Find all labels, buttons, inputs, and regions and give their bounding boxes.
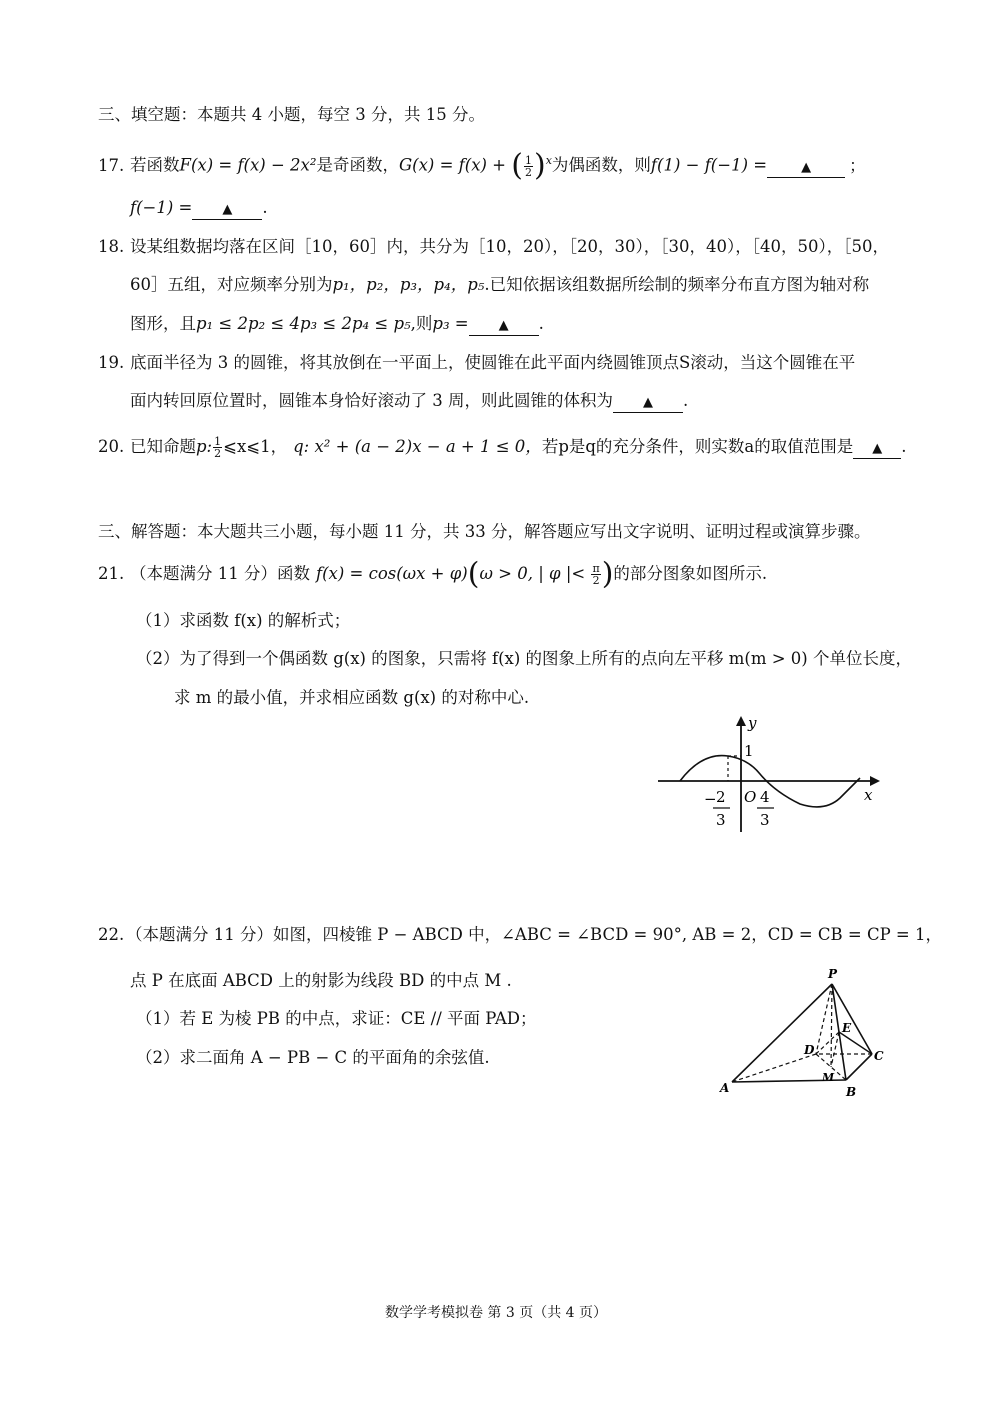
numerator: π [592,562,600,575]
text: （本题满分 11 分）函数 [130,564,310,583]
edge-BC [846,1054,872,1080]
edge-PA [732,984,832,1082]
question-19-line1 [98,350,900,376]
denominator: 2 [592,574,600,587]
answer-blank[interactable] [192,199,262,220]
math-expression: q: x² + (a − 2)x − a + 1 ≤ 0， [293,437,542,456]
fraction [591,563,600,586]
denominator: 2 [524,165,532,179]
text: 若p是q的充分条件，则实数a的取值范围是 [541,437,854,456]
math-expression: p: [196,437,213,456]
text: 图形，且 [130,314,196,333]
triangle-icon: ▲ [643,395,653,410]
text: 若函数 [130,155,180,175]
question-number: 22. [98,925,125,944]
section-header-fill: 三、填空题：本题共 4 小题，每空 3 分，共 15 分。 [98,105,485,124]
math-expression: p₃ = [432,314,469,333]
y-label: y [748,714,757,732]
paren: ) [533,148,546,183]
label-M: M [822,1071,835,1084]
question-17-line1 [98,148,900,183]
text: ⩽x⩽1， [223,437,288,456]
paren: ) [601,556,614,592]
question-number: 18. [98,237,125,256]
answer-blank[interactable] [853,438,901,459]
tick-left-numerator: 2 [716,788,726,806]
question-18-line1 [98,234,900,260]
text: 底面半径为 3 的圆锥，将其放倒在一平面上，使圆锥在此平面内绕圆锥顶点S滚动，当这个圆锥在平 [130,353,856,372]
text: 设某组数据均落在区间［10，60］内，共分为［10，20），［20，30），［30，40），［40，50），［50， [130,237,889,256]
question-22-line1 [98,922,942,948]
text: 60］五组，对应频率分别为 [130,275,333,294]
question-18-line2 [130,272,900,298]
page-footer: 数学学考模拟卷 第 3 页（共 4 页） [384,1305,608,1321]
text: 已知命题 [130,437,196,456]
math-expression: f(1) − f(−1) = [650,155,768,175]
y-axis-arrow [736,716,746,726]
triangle-icon: ▲ [498,318,509,333]
question-21-part2-line1: （2）为了得到一个偶函数 g(x) 的图象，只需将 f(x) 的图象上所有的点向左平移 m(m > 0) 个单位长度， [136,649,912,668]
triangle-icon: ▲ [872,441,883,456]
text: 是奇函数， [316,155,399,175]
tick-right-numerator: 4 [760,788,770,806]
text: ； [849,155,866,175]
edge-DA [732,1054,816,1082]
x-label: x [864,786,873,804]
label-A: A [720,1081,730,1095]
label-D: D [804,1043,815,1057]
answer-blank[interactable] [613,392,683,413]
pyramid-figure [712,962,892,1102]
question-21-line1 [98,556,900,592]
numerator: 1 [524,153,532,167]
segment-ED [816,1032,839,1054]
tick-one: 1 [744,742,754,760]
math-expression: ω > 0, | φ |< [479,564,591,583]
math-expression: f(x) = cos(ωx + φ) [316,564,468,583]
label-P: P [828,967,838,981]
segment-EC [839,1032,872,1054]
answer-blank[interactable] [767,157,845,178]
question-18-line3 [130,311,900,337]
cosine-graph [650,712,890,837]
text: . [901,437,907,456]
edge-PC [832,984,872,1054]
math-expression: F(x) = f(x) − 2x² [179,155,317,175]
text: . [262,198,268,217]
denominator: 2 [214,447,222,460]
question-number: 19. [98,353,125,372]
origin-label: O [744,788,757,806]
text: 面内转回原位置时，圆锥本身恰好滚动了 3 周，则此圆锥的体积为 [130,391,613,410]
question-21-part1: （1）求函数 f(x) 的解析式； [136,611,351,630]
question-number: 17. [98,155,125,175]
text: ,则 [410,314,433,333]
triangle-icon: ▲ [801,159,812,175]
segment-EM [831,1032,839,1067]
tick-left-denominator: 3 [716,811,726,829]
paren: ( [467,556,480,592]
section-header-solve: 三、解答题：本大题共三小题，每小题 11 分，共 33 分，解答题应写出文字说明、证明过程或演算步骤。 [98,522,871,541]
tick-right-denominator: 3 [760,811,770,829]
height-PM [831,984,832,1067]
edge-PD [816,984,832,1054]
fraction [213,436,222,459]
paren: ( [511,148,523,183]
answer-blank[interactable] [469,315,539,336]
text: .已知依据该组数据所绘制的频率分布直方图为轴对称 [484,275,870,294]
question-22-part1: （1）若 E 为棱 PB 的中点，求证：CE // 平面 PAD； [136,1009,537,1028]
text: . [538,314,544,333]
question-17-line2 [130,195,900,221]
question-number: 20. [98,437,125,456]
math-expression: f(−1) = [130,198,193,217]
exponent: x [545,154,552,167]
numerator: 1 [214,435,222,448]
neg-sign: − [704,790,717,808]
text: . [683,391,689,410]
text: （本题满分 11 分）如图，四棱锥 P − ABCD 中，∠ABC = ∠BCD = 90°, AB = 2，CD = CB = CP = 1， [126,925,942,944]
label-C: C [874,1049,884,1063]
triangle-icon: ▲ [222,202,233,217]
text: 的部分图象如图所示. [613,564,768,583]
fraction [524,155,533,178]
question-21-part2-line2: 求 m 的最小值，并求相应函数 g(x) 的对称中心. [174,688,530,707]
text: 为偶函数，则 [551,155,651,175]
question-19-line2 [130,388,900,414]
question-22-part2: （2）求二面角 A − PB − C 的平面角的余弦值. [136,1048,490,1067]
label-E: E [842,1021,852,1035]
question-22-line2: 点 P 在底面 ABCD 上的射影为线段 BD 的中点 M . [130,971,512,990]
question-number: 21. [98,564,125,583]
math-expression: G(x) = f(x) + [398,155,512,175]
x-axis-arrow [870,776,880,786]
math-expression: p₁ ≤ 2p₂ ≤ 4p₃ ≤ 2p₄ ≤ p₅ [196,314,411,333]
label-B: B [846,1085,857,1099]
math-expression: p₁，p₂，p₃，p₄，p₅ [332,275,485,294]
question-20 [98,434,907,460]
